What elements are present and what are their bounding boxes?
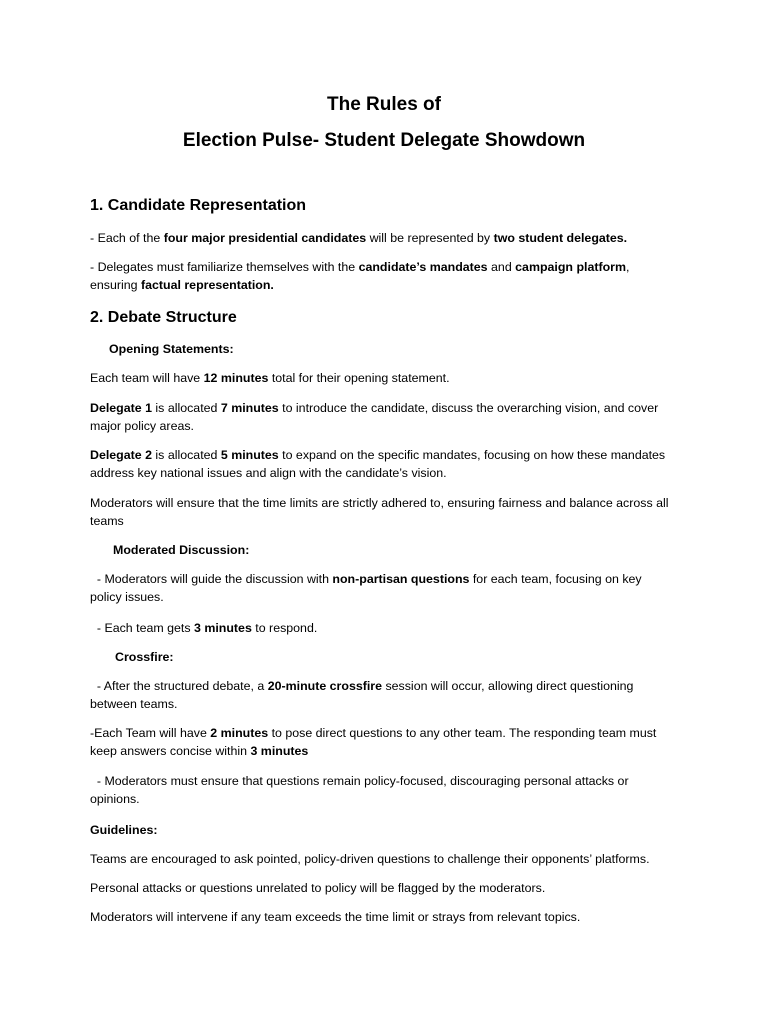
guidelines-paragraph-2: Personal attacks or questions unrelated to policy will be flagged by the moderators.	[90, 881, 546, 895]
title-line-1: The Rules of	[326, 94, 441, 115]
crossfire-paragraph-3: - Moderators must ensure that questions remain policy-focused, discouraging personal attacks or opinions.	[90, 774, 633, 806]
moderated-paragraph-2: - Each team gets 3 minutes to respond.	[90, 621, 318, 635]
crossfire-paragraph-2: -Each Team will have 2 minutes to pose direct questions to any other team. The responding team must keep answers concise within 3 minutes	[90, 726, 657, 758]
title-line-2: Election Pulse- Student Delegate Showdown	[182, 130, 586, 151]
guidelines-label: Guidelines:	[90, 823, 158, 837]
opening-paragraph-2: Delegate 1 is allocated 7 minutes to introduce the candidate, discuss the overarching vision, and cover major policy areas.	[90, 401, 659, 433]
moderated-discussion-label: Moderated Discussion:	[113, 543, 250, 557]
crossfire-paragraph-1: - After the structured debate, a 20-minute crossfire session will occur, allowing direct questioning between teams.	[90, 679, 637, 711]
section-1-paragraph-1: - Each of the four major presidential candidates will be represented by two student delegates.	[90, 231, 628, 245]
opening-paragraph-1: Each team will have 12 minutes total for their opening statement.	[90, 371, 450, 385]
crossfire-label: Crossfire:	[115, 650, 174, 664]
section-2-heading: 2. Debate Structure	[90, 309, 237, 326]
moderated-paragraph-1: - Moderators will guide the discussion with non-partisan questions for each team, focusing on key policy issues.	[90, 572, 646, 604]
opening-statements-label: Opening Statements:	[109, 342, 234, 356]
guidelines-paragraph-3: Moderators will intervene if any team exceeds the time limit or strays from relevant topics.	[90, 910, 581, 924]
section-1-heading: 1. Candidate Representation	[90, 197, 307, 214]
guidelines-paragraph-1: Teams are encouraged to ask pointed, policy-driven questions to challenge their opponents’ platforms.	[90, 852, 650, 866]
opening-paragraph-3: Delegate 2 is allocated 5 minutes to expand on the specific mandates, focusing on how these mandates address key national issues and align with the candidate’s vision.	[90, 448, 666, 480]
opening-paragraph-4: Moderators will ensure that the time limits are strictly adhered to, ensuring fairness and balance across all teams	[90, 496, 669, 528]
section-1-paragraph-2: - Delegates must familiarize themselves with the candidate’s mandates and campaign platform, ensuring factual representation.	[90, 260, 630, 292]
